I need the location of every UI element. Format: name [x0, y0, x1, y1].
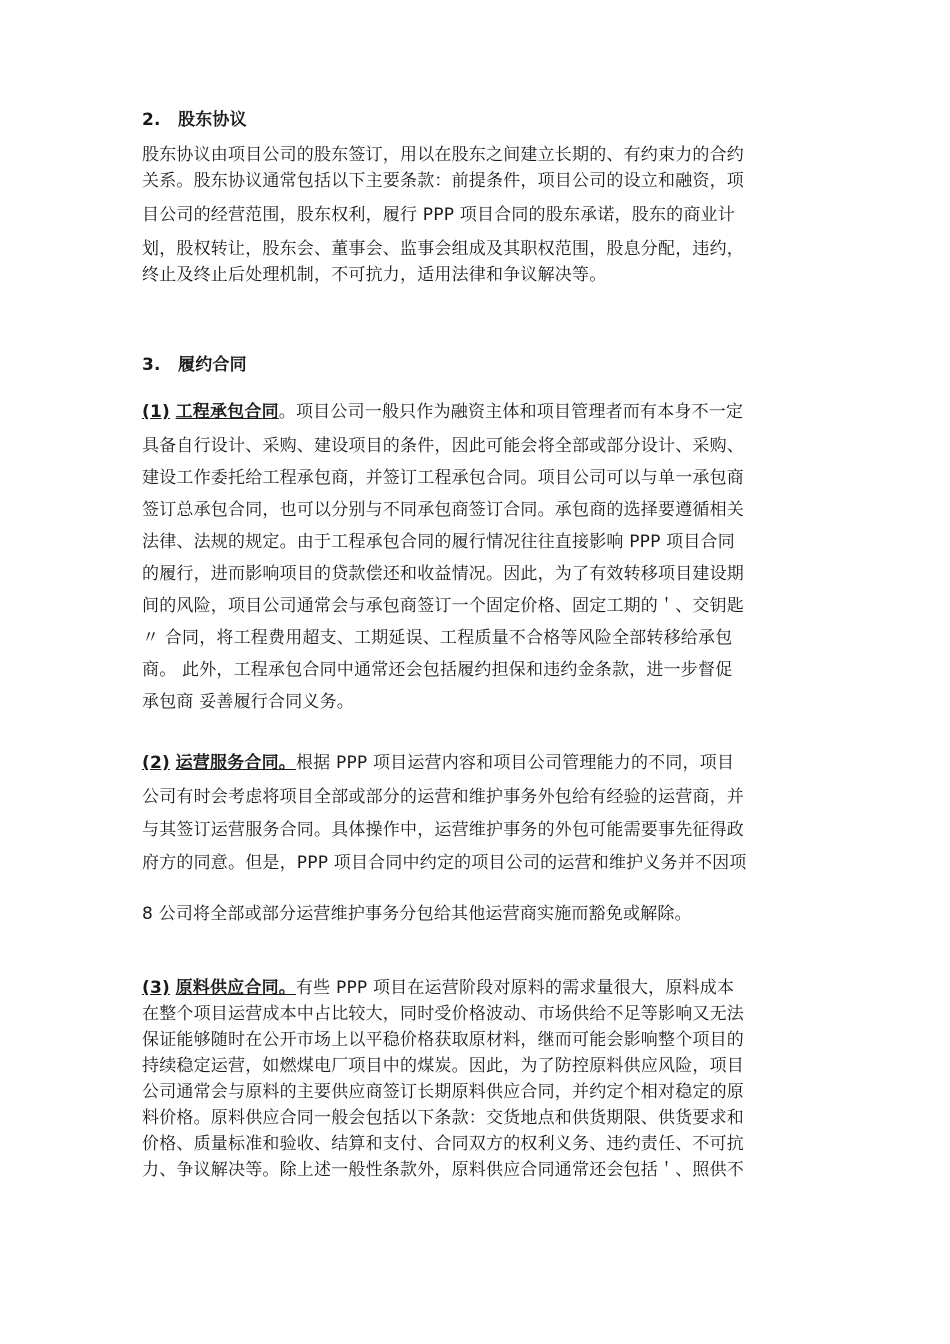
paragraph-line: 商。 此外，工程承包合同中通常还会包括履约担保和违约金条款，进一步督促 [142, 660, 733, 680]
item-3-first-line [142, 976, 734, 1000]
paragraph-line: 的履行，进而影响项目的贷款偿还和收益情况。因此，为了有效转移项目建设期 [142, 564, 744, 584]
paragraph-line: 划，股权转让，股东会、董事会、监事会组成及其职权范围，股息分配，违约， [142, 239, 744, 259]
paragraph-line: 承包商 妥善履行合同义务。 [142, 692, 355, 712]
paragraph-line: 目公司的经营范围，股东权利，履行 PPP 项目合同的股东承诺，股东的商业计 [142, 205, 735, 225]
section-2-heading [142, 108, 247, 132]
section-number: 3. [142, 355, 161, 375]
section-title: 履约合同 [178, 355, 247, 375]
item-2-first-line [142, 751, 734, 775]
paragraph-line: 料价格。原料供应合同一般会包括以下条款：交货地点和供货期限、供货要求和 [142, 1108, 744, 1128]
paragraph-line: 公司有时会考虑将项目全部或部分的运营和维护事务外包给有经验的运营商，并 [142, 787, 744, 807]
paragraph-line: 力、争议解决等。除上述一般性条款外，原料供应合同通常还会包括＇、照供不 [142, 1160, 744, 1180]
paragraph-line: 在整个项目运营成本中占比较大，同时受价格波动、市场供给不足等影响又无法 [142, 1004, 744, 1024]
paragraph-line: 与其签订运营服务合同。具体操作中，运营维护事务的外包可能需要事先征得政 [142, 820, 744, 840]
paragraph-line: 价格、质量标准和验收、结算和支付、合同双方的权利义务、违约责任、不可抗 [142, 1134, 744, 1154]
item-text: 。项目公司一般只作为融资主体和项目管理者而有本身不一定 [278, 402, 744, 422]
item-number: (1) [142, 402, 170, 422]
paragraph-line: 股东协议由项目公司的股东签订，用以在股东之间建立长期的、有约束力的合约 [142, 145, 744, 165]
paragraph-line: 关系。股东协议通常包括以下主要条款：前提条件，项目公司的设立和融资，项 [142, 171, 744, 191]
paragraph-line: 签订总承包合同，也可以分别与不同承包商签订合同。承包商的选择要遵循相关 [142, 500, 744, 520]
paragraph-line: 建设工作委托给工程承包商，并签订工程承包合同。项目公司可以与单一承包商 [142, 468, 744, 488]
paragraph-line: 具备自行设计、采购、建设项目的条件，因此可能会将全部或部分设计、采购、 [142, 436, 744, 456]
paragraph-line: 8 公司将全部或部分运营维护事务分包给其他运营商实施而豁免或解除。 [142, 904, 692, 924]
item-label: 工程承包合同 [175, 402, 279, 422]
item-label: 原料供应合同。 [175, 978, 296, 998]
item-1-first-line [142, 400, 743, 424]
paragraph-line: 公司通常会与原料的主要供应商签订长期原料供应合同，并约定个相对稳定的原 [142, 1082, 744, 1102]
item-number: (2) [142, 753, 170, 773]
paragraph-line: 终止及终止后处理机制，不可抗力，适用法律和争议解决等。 [142, 265, 607, 285]
item-number: (3) [142, 978, 170, 998]
paragraph-line: 法律、法规的规定。由于工程承包合同的履行情况往往直接影响 PPP 项目合同 [142, 532, 735, 552]
paragraph-line: 府方的同意。但是，PPP 项目合同中约定的项目公司的运营和维护义务并不因项 [142, 853, 747, 873]
paragraph-line: 持续稳定运营，如燃煤电厂项目中的煤炭。因此，为了防控原料供应风险，项目 [142, 1056, 744, 1076]
paragraph-line: 间的风险，项目公司通常会与承包商签订一个固定价格、固定工期的＇、交钥匙 [142, 596, 744, 616]
item-label: 运营服务合同。 [175, 753, 296, 773]
section-number: 2. [142, 110, 161, 130]
paragraph-line: 〃 合同，将工程费用超支、工期延误、工程质量不合格等风险全部转移给承包 [142, 628, 733, 648]
section-title: 股东协议 [178, 110, 247, 130]
paragraph-line: 保证能够随时在公开市场上以平稳价格获取原材料，继而可能会影响整个项目的 [142, 1030, 744, 1050]
item-text: 根据 PPP 项目运营内容和项目公司管理能力的不同，项目 [295, 753, 735, 773]
section-3-heading [142, 353, 247, 377]
item-text: 有些 PPP 项目在运营阶段对原料的需求量很大，原料成本 [295, 978, 735, 998]
